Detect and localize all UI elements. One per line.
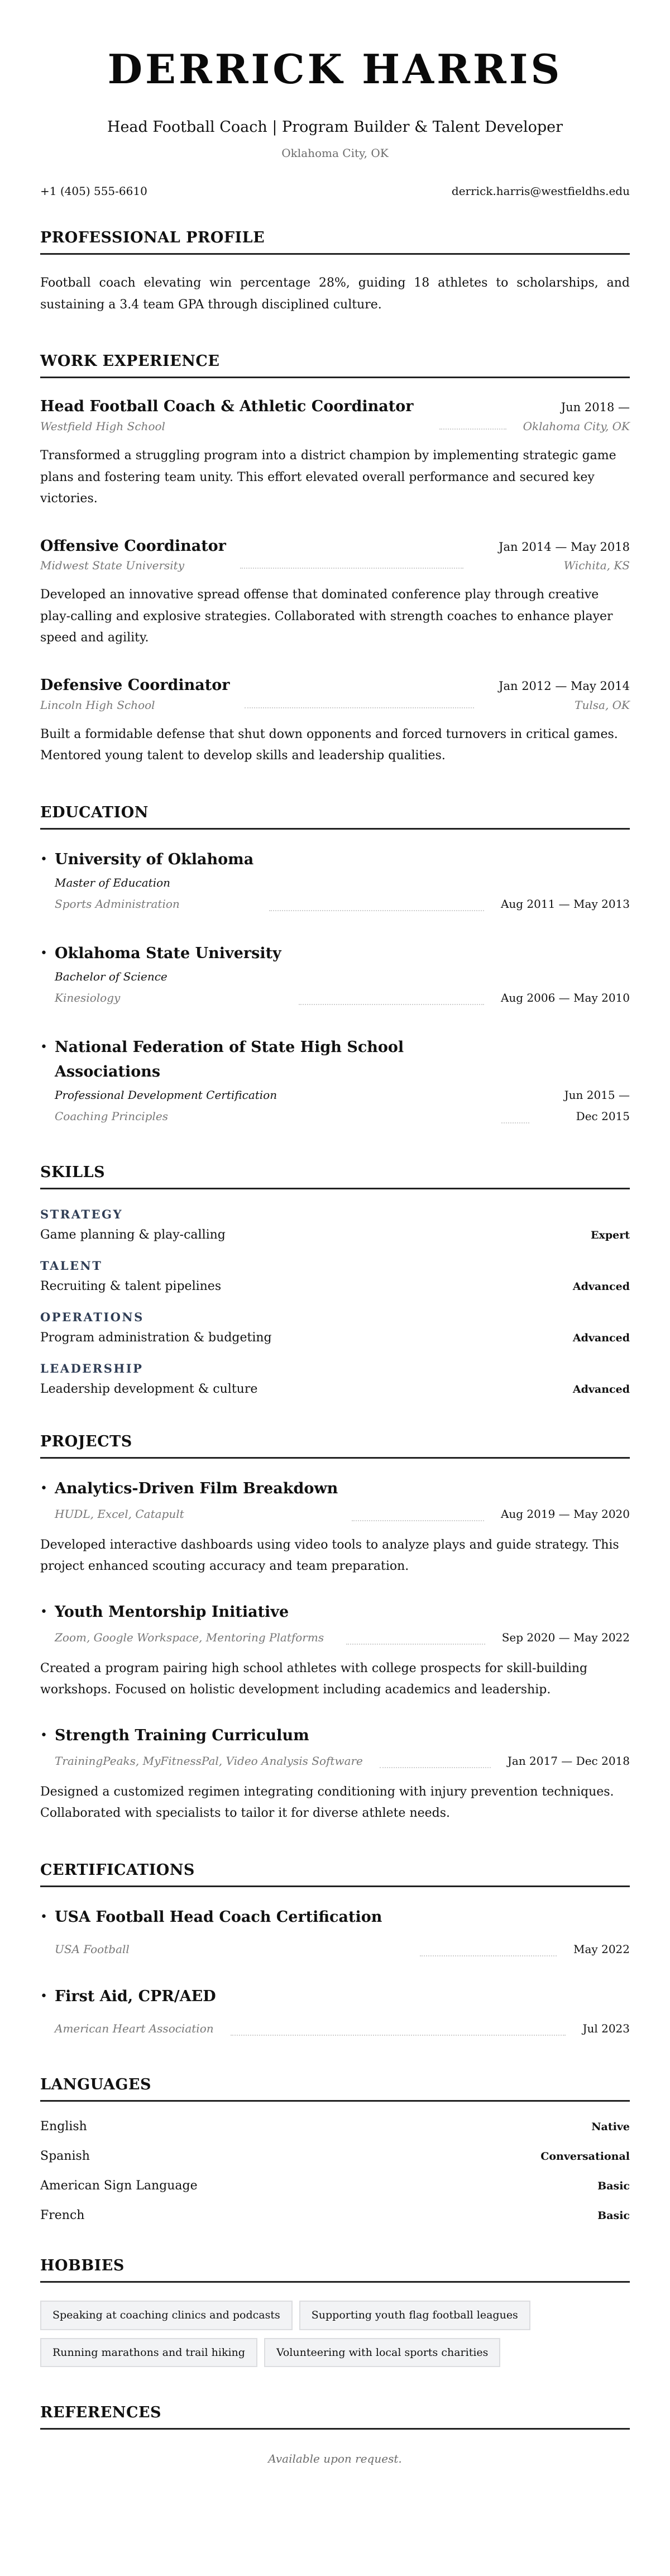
language-name: American Sign Language xyxy=(40,2178,198,2193)
email[interactable]: derrick.harris@westfieldhs.edu xyxy=(451,184,630,198)
skill-name: Game planning & play-calling xyxy=(40,1227,226,1242)
employer: Westfield High School xyxy=(40,420,165,434)
language-name: Spanish xyxy=(40,2149,90,2163)
school-name: National Federation of State High School Associations xyxy=(55,1038,404,1080)
dotted-leader xyxy=(299,1004,484,1005)
skill-group xyxy=(40,1310,630,1345)
certification-issuer: USA Football xyxy=(55,1942,130,1956)
job-dates: Jan 2014 — May 2018 xyxy=(499,540,630,554)
job-location: Tulsa, OK xyxy=(575,698,630,712)
section-hobbies xyxy=(40,2257,630,2368)
project-dates: Aug 2019 — May 2020 xyxy=(500,1507,630,1521)
dotted-leader xyxy=(439,428,506,430)
bullet-icon: • xyxy=(40,946,47,960)
skill-level: Advanced xyxy=(572,1383,630,1396)
skill-category: OPERATIONS xyxy=(40,1310,144,1324)
section-title: PROFESSIONAL PROFILE xyxy=(40,229,630,255)
degree: Professional Development Certification xyxy=(55,1088,277,1102)
section-title: CERTIFICATIONS xyxy=(40,1861,630,1887)
certification-name: First Aid, CPR/AED xyxy=(55,1987,216,2005)
language-row xyxy=(40,2179,630,2193)
certification-date: Jul 2023 xyxy=(582,2021,630,2035)
hobby-chips xyxy=(40,2301,630,2368)
bullet-icon: • xyxy=(40,1989,47,2003)
section-title: SKILLS xyxy=(40,1164,630,1189)
school-name: Oklahoma State University xyxy=(55,944,281,962)
contact-row xyxy=(40,184,630,198)
project-description: Created a program pairing high school athletes with college prospects for skill-building workshops. Focused on holistic development including academics and leadership. xyxy=(40,1661,588,1697)
bullet-icon: • xyxy=(40,1040,47,1054)
skill-group xyxy=(40,1259,630,1293)
language-level: Basic xyxy=(597,2179,630,2192)
skill-name: Recruiting & talent pipelines xyxy=(40,1279,222,1293)
bullet-icon: • xyxy=(40,1481,47,1496)
education-dates: Aug 2006 — May 2010 xyxy=(500,991,630,1004)
bullet-icon: • xyxy=(40,852,47,866)
section-profile xyxy=(40,229,630,316)
job-description: Transformed a struggling program into a district champion by implementing strategic game plans and fostering team unity. This effort elevated overall performance and secured key victories. xyxy=(40,449,616,506)
hobby-chip: Running marathons and trail hiking xyxy=(40,2338,257,2368)
skill-category: LEADERSHIP xyxy=(40,1361,143,1375)
section-experience xyxy=(40,353,630,766)
project-tools: Zoom, Google Workspace, Mentoring Platforms xyxy=(55,1630,324,1644)
dotted-leader xyxy=(240,568,463,569)
employer: Lincoln High School xyxy=(40,698,155,712)
section-education xyxy=(40,804,630,1127)
project-name: Youth Mentorship Initiative xyxy=(55,1603,289,1621)
skill-group xyxy=(40,1361,630,1396)
hobby-chip: Speaking at coaching clinics and podcasts xyxy=(40,2301,293,2330)
education-entry xyxy=(40,847,630,915)
language-name: French xyxy=(40,2208,85,2222)
section-languages xyxy=(40,2076,630,2222)
profile-text: Football coach elevating win percentage 28%, guiding 18 athletes to scholarships, and sustaining a 3.4 team GPA through disciplined culture. xyxy=(40,276,630,312)
language-row xyxy=(40,2208,630,2222)
experience-entry xyxy=(40,536,630,649)
education-dates: Jun 2015 — Dec 2015 xyxy=(564,1088,630,1123)
school-name: University of Oklahoma xyxy=(55,850,254,868)
hobby-chip: Supporting youth flag football leagues xyxy=(299,2301,530,2330)
project-description: Developed interactive dashboards using video tools to analyze plays and guide strategy. This project enhanced scouting accuracy and team preparation. xyxy=(40,1537,619,1574)
dotted-leader xyxy=(352,1520,484,1521)
project-dates: Sep 2020 — May 2022 xyxy=(501,1630,630,1644)
skill-group xyxy=(40,1207,630,1242)
language-row xyxy=(40,2120,630,2134)
dotted-leader xyxy=(420,1955,557,1956)
bullet-icon: • xyxy=(40,1728,47,1742)
skill-category: TALENT xyxy=(40,1258,103,1273)
dotted-leader xyxy=(501,1122,529,1123)
education-entry xyxy=(40,1035,630,1127)
language-row xyxy=(40,2149,630,2163)
job-description: Developed an innovative spread offense that dominated conference play through creative play-calling and explosive strategies. Collaborated with strength coaches to enhance player speed and agility. xyxy=(40,588,613,645)
resume-header xyxy=(40,45,630,198)
phone[interactable]: +1 (405) 555-6610 xyxy=(40,184,147,198)
skill-level: Advanced xyxy=(572,1331,630,1344)
skill-level: Advanced xyxy=(572,1280,630,1293)
location: Oklahoma City, OK xyxy=(281,146,389,160)
references-text: Available upon request. xyxy=(268,2452,402,2466)
project-entry xyxy=(40,1723,630,1825)
job-location: Wichita, KS xyxy=(563,559,630,573)
education-entry xyxy=(40,941,630,1008)
section-projects xyxy=(40,1433,630,1825)
job-dates: Jun 2018 — xyxy=(561,401,630,415)
section-title: PROJECTS xyxy=(40,1433,630,1459)
dotted-leader xyxy=(346,1644,485,1645)
hobby-chip: Volunteering with local sports charities xyxy=(264,2338,500,2368)
certification-date: May 2022 xyxy=(573,1942,630,1956)
bullet-icon: • xyxy=(40,1604,47,1619)
project-description: Designed a customized regimen integrating conditioning with injury prevention techniques. Collaborated with specialists to tailor it for diverse athlete needs. xyxy=(40,1784,614,1821)
job-dates: Jan 2012 — May 2014 xyxy=(499,679,630,693)
dotted-leader xyxy=(269,910,484,911)
project-tools: HUDL, Excel, Catapult xyxy=(55,1507,184,1521)
project-name: Strength Training Curriculum xyxy=(55,1726,309,1744)
skill-level: Expert xyxy=(591,1229,630,1241)
job-title: Offensive Coordinator xyxy=(40,537,226,555)
field-of-study: Kinesiology xyxy=(55,991,121,1004)
degree: Bachelor of Science xyxy=(55,969,168,983)
certification-issuer: American Heart Association xyxy=(55,2021,214,2035)
project-tools: TrainingPeaks, MyFitnessPal, Video Analysis Software xyxy=(55,1754,363,1768)
job-description: Built a formidable defense that shut down opponents and forced turnovers in critical games. Mentored young talent to develop skills and leadership qualities. xyxy=(40,727,618,763)
project-dates: Jan 2017 — Dec 2018 xyxy=(507,1754,630,1768)
section-references xyxy=(40,2404,630,2465)
certification-entry xyxy=(40,1905,630,1960)
experience-entry xyxy=(40,396,630,510)
language-level: Basic xyxy=(597,2209,630,2222)
job-title: Head Football Coach & Athletic Coordinator xyxy=(40,398,414,416)
field-of-study: Sports Administration xyxy=(55,897,180,911)
section-certifications xyxy=(40,1861,630,2039)
section-title: EDUCATION xyxy=(40,804,630,830)
language-level: Native xyxy=(591,2120,630,2133)
project-name: Analytics-Driven Film Breakdown xyxy=(55,1479,338,1497)
job-location: Oklahoma City, OK xyxy=(523,420,630,434)
certification-name: USA Football Head Coach Certification xyxy=(55,1908,382,1926)
dotted-leader xyxy=(380,1767,491,1768)
bullet-icon: • xyxy=(40,1910,47,1924)
certification-entry xyxy=(40,1984,630,2039)
section-title: WORK EXPERIENCE xyxy=(40,353,630,378)
language-name: English xyxy=(40,2119,87,2134)
degree: Master of Education xyxy=(55,875,171,889)
employer: Midwest State University xyxy=(40,559,185,573)
education-dates: Aug 2011 — May 2013 xyxy=(500,897,630,911)
dotted-leader xyxy=(231,2035,566,2036)
project-entry xyxy=(40,1477,630,1578)
skill-category: STRATEGY xyxy=(40,1207,123,1221)
language-level: Conversational xyxy=(540,2150,630,2163)
job-title: Defensive Coordinator xyxy=(40,676,230,694)
skill-name: Program administration & budgeting xyxy=(40,1330,272,1345)
experience-entry xyxy=(40,675,630,767)
section-title: LANGUAGES xyxy=(40,2076,630,2102)
headline: Head Football Coach | Program Builder & Talent Developer xyxy=(107,118,563,136)
section-title: REFERENCES xyxy=(40,2404,630,2430)
section-title: HOBBIES xyxy=(40,2257,630,2283)
skill-name: Leadership development & culture xyxy=(40,1382,258,1396)
dotted-leader xyxy=(245,707,475,708)
field-of-study: Coaching Principles xyxy=(55,1109,168,1123)
candidate-name: DERRICK HARRIS xyxy=(107,45,563,93)
project-entry xyxy=(40,1600,630,1701)
section-skills xyxy=(40,1164,630,1396)
